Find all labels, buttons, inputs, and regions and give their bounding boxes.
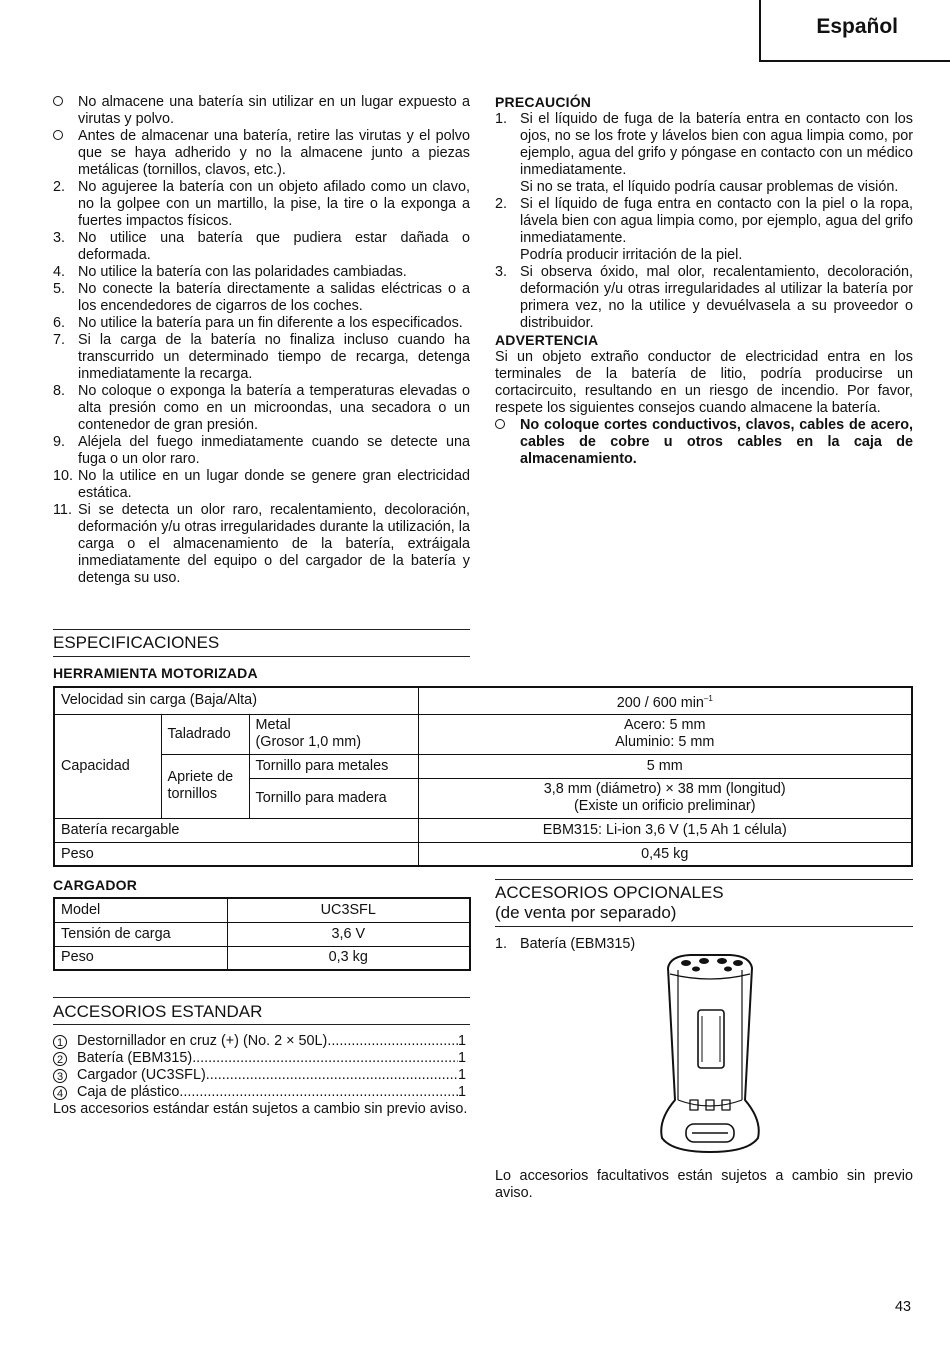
- opcionales-heading: ACCESORIOS OPCIONALES (de venta por separado): [495, 879, 913, 927]
- table-row: Tornillo para madera 3,8 mm (diámetro) × 38 mm (longitud) (Existe un orificio preliminar): [54, 778, 912, 818]
- list-item: 2 Batería (EBM315) ..... 1: [53, 1050, 466, 1067]
- circled-number: 1: [53, 1035, 67, 1049]
- list-item: 10. No la utilice en un lugar donde se genere gran electricidad estática.: [53, 468, 470, 501]
- list-item: 3. No utilice una batería que pudiera estar dañada o deformada.: [53, 230, 470, 263]
- optional-item: 1. Batería (EBM315): [495, 936, 636, 952]
- list-item: No almacene una batería sin utilizar en un lugar expuesto a virutas y polvo.: [53, 94, 470, 128]
- circle-bullet-icon: [53, 96, 63, 106]
- list-item: No coloque cortes conductivos, clavos, cables de acero, cables de cobre u otros cables en la caja de almacenamiento.: [495, 417, 913, 468]
- storage-warnings-list: [53, 94, 470, 587]
- cargador-heading: CARGADOR: [53, 877, 138, 893]
- language-tab: [759, 0, 950, 62]
- estandar-note: Los accesorios estándar están sujetos a cambio sin previo aviso.: [53, 1101, 468, 1117]
- list-item: 7. Si la carga de la batería no finaliza incluso cuando ha transcurrido un determinado tiempo de recarga, detenga inmediatamente la recarga.: [53, 332, 470, 382]
- circle-bullet-icon: [495, 419, 505, 429]
- circled-number: 3: [53, 1069, 67, 1083]
- advertencia-heading: ADVERTENCIA: [495, 332, 599, 348]
- table-row: Peso 0,3 kg: [54, 946, 470, 970]
- battery-illustration: [650, 950, 770, 1160]
- table-row: Batería recargable EBM315: Li-ion 3,6 V (1,5 Ah 1 célula): [54, 818, 912, 842]
- list-item: 1 Destornillador en cruz (+) (No. 2 × 50L) ..... 1: [53, 1033, 466, 1050]
- list-item: 2. Si el líquido de fuga entra en contacto con la piel o la ropa, lávela bien con agua limpia como, por ejemplo, agua del grifo inmediatamente. Podría producir irritación de la piel.: [495, 196, 913, 263]
- circled-number: 2: [53, 1052, 67, 1066]
- list-item: 9. Aléjela del fuego inmediatamente cuando se detecte una fuga o un olor raro.: [53, 434, 470, 467]
- list-item: 8. No coloque o exponga la batería a temperaturas elevadas o alta presión como en un microondas, una secadora o un contenedor de gran presión.: [53, 383, 470, 433]
- especificaciones-heading: ESPECIFICACIONES: [53, 629, 470, 657]
- opcionales-note: Lo accesorios facultativos están sujetos a cambio sin previo aviso.: [495, 1168, 913, 1201]
- circle-bullet-icon: [53, 130, 63, 140]
- list-item: 2. No agujeree la batería con un objeto afilado como un clavo, no la golpee con un martillo, la pise, la tire o la exponga a fuertes impactos físicos.: [53, 179, 470, 229]
- table-row: Model UC3SFL: [54, 898, 470, 922]
- list-item: 1. Si el líquido de fuga de la batería entra en contacto con los ojos, no se los frote y lávelos bien con agua limpia como, por ejemplo, agua del grifo y póngase en contacto con un médico inmediatamente. Si no se trata, el líquido podría causar problemas de visión.: [495, 111, 913, 195]
- list-item: 5. No conecte la batería directamente a salidas eléctricas o a los encendedores de cigarros de los coches.: [53, 281, 470, 314]
- page-number: 43: [895, 1299, 912, 1315]
- list-item: 4 Caja de plástico ..... 1: [53, 1084, 466, 1101]
- charger-spec-table: [53, 897, 471, 971]
- precaution-section: [495, 94, 913, 468]
- list-item: 3. Si observa óxido, mal olor, recalentamiento, decoloración, deformación y/u otras irregularidades al utilizar la batería por primera vez, no la utilice y devuélvasela a su proveedor o distribuidor.: [495, 264, 913, 331]
- power-tool-spec-table: [53, 686, 913, 867]
- table-row: Capacidad Taladrado Metal (Grosor 1,0 mm) Acero: 5 mm Aluminio: 5 mm: [54, 714, 912, 754]
- table-row: Peso 0,45 kg: [54, 842, 912, 866]
- table-row: Velocidad sin carga (Baja/Alta) 200 / 600 $\min^{-1}$: [54, 687, 912, 714]
- table-row: Apriete de tornillos Tornillo para metales 5 mm: [54, 754, 912, 778]
- language-label: Español: [816, 15, 898, 38]
- list-item: Antes de almacenar una batería, retire las virutas y el polvo que se haya adherido y no la almacene junto a piezas metálicas (tornillos, clavos, etc.).: [53, 128, 470, 179]
- circled-number: 4: [53, 1086, 67, 1100]
- list-item: 11. Si se detecta un olor raro, recalentamiento, decoloración, deformación y/u otras irregularidades durante la utilización, la carga o el almacenamiento de la batería, extráigala inmediatamente del equipo o del cargador de la batería y detenga su uso.: [53, 502, 470, 586]
- advertencia-text: Si un objeto extraño conductor de electricidad entra en los terminales de la batería de litio, podría producirse un cortacircuito, resultando en un riesgo de incendio. Por favor, respete los siguientes consejos cuando almacene la batería.: [495, 349, 913, 416]
- standard-accessories-list: [53, 1033, 466, 1118]
- estandar-heading: ACCESORIOS ESTANDAR: [53, 997, 470, 1025]
- list-item: 4. No utilice la batería con las polaridades cambiadas.: [53, 264, 407, 280]
- precaucion-heading: PRECAUCIÓN: [495, 94, 592, 110]
- list-item: 6. No utilice la batería para un fin diferente a los especificados.: [53, 315, 463, 331]
- list-item: 3 Cargador (UC3SFL) ..... 1: [53, 1067, 466, 1084]
- herramienta-heading: HERRAMIENTA MOTORIZADA: [53, 665, 258, 681]
- table-row: Tensión de carga 3,6 V: [54, 922, 470, 946]
